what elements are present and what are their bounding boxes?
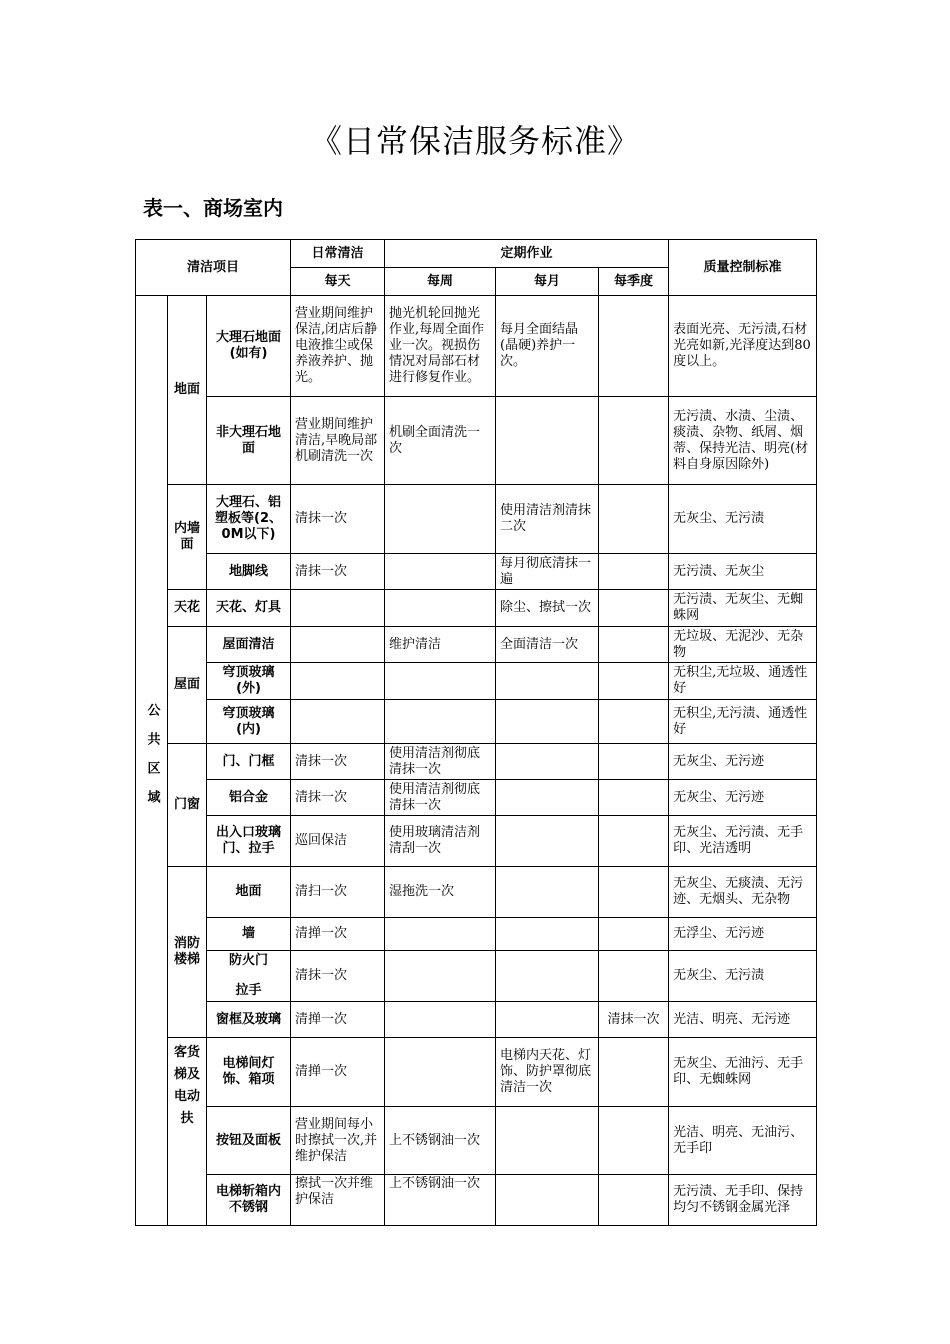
header-every-quarter: 每季度 <box>599 268 669 296</box>
quality-cell: 无灰尘、无污渍 <box>669 951 817 1002</box>
monthly-cell <box>496 780 599 816</box>
daily-cell <box>291 590 385 627</box>
monthly-cell <box>496 744 599 780</box>
monthly-cell <box>496 1107 599 1175</box>
monthly-cell <box>496 918 599 951</box>
quality-cell: 无浮尘、无污迹 <box>669 918 817 951</box>
monthly-cell <box>496 1175 599 1226</box>
page-title: 《日常保洁服务标准》 <box>309 122 640 160</box>
weekly-cell: 抛光机轮回抛光作业,每周全面作业一次。视损伤情况对局部石材进行修复作业。 <box>385 296 496 397</box>
monthly-cell <box>496 1002 599 1038</box>
table-row <box>136 397 817 485</box>
item-name: 屋面清洁 <box>207 627 291 663</box>
daily-cell <box>291 627 385 663</box>
table-row <box>136 918 817 951</box>
daily-cell: 清抹一次 <box>291 951 385 1002</box>
daily-cell: 清抹一次 <box>291 485 385 554</box>
quarterly-cell <box>599 780 669 816</box>
daily-cell: 巡回保洁 <box>291 816 385 867</box>
monthly-cell: 电梯内天花、灯饰、防护罩彻底清洁一次 <box>496 1038 599 1107</box>
header-every-month: 每月 <box>496 268 599 296</box>
daily-cell: 营业期间每小时擦拭一次,并维护保洁 <box>291 1107 385 1175</box>
weekly-cell: 上不锈钢油一次 <box>385 1107 496 1175</box>
table-row <box>136 1002 817 1038</box>
quarterly-cell <box>599 816 669 867</box>
quality-cell: 无积尘,无污渍、通透性好 <box>669 700 817 744</box>
group-floor: 地面 <box>168 296 207 485</box>
group-ceiling: 天花 <box>168 590 207 627</box>
monthly-cell <box>496 700 599 744</box>
weekly-cell: 使用玻璃清洁剂清刮一次 <box>385 816 496 867</box>
daily-cell: 营业期间维护清洁,早晚局部机刷清洗一次 <box>291 397 385 485</box>
quality-cell: 无灰尘、无污迹 <box>669 780 817 816</box>
quality-cell: 光洁、明亮、无污迹 <box>669 1002 817 1038</box>
quality-cell: 无污渍、无灰尘、无蜘蛛网 <box>669 590 817 627</box>
header-every-week: 每周 <box>385 268 496 296</box>
quality-cell: 无灰尘、无污渍、无手印、光洁透明 <box>669 816 817 867</box>
item-name-line2: 拉手 <box>235 983 262 998</box>
weekly-cell: 维护清洁 <box>385 627 496 663</box>
daily-cell: 清抹一次 <box>291 780 385 816</box>
table-row <box>136 485 817 554</box>
quality-cell: 无垃圾、无泥沙、无杂物 <box>669 627 817 663</box>
quarterly-cell <box>599 663 669 700</box>
quality-cell: 光洁、明亮、无油污、无手印 <box>669 1107 817 1175</box>
table-row <box>136 554 817 590</box>
daily-cell: 清抹一次 <box>291 554 385 590</box>
table-row <box>136 296 817 397</box>
monthly-cell <box>496 951 599 1002</box>
group-roof: 屋面 <box>168 627 207 744</box>
item-name: 墙 <box>207 918 291 951</box>
weekly-cell <box>385 1002 496 1038</box>
item-name: 窗框及玻璃 <box>207 1002 291 1038</box>
monthly-cell: 每月彻底清抹一遍 <box>496 554 599 590</box>
item-name: 穹顶玻璃(外) <box>207 663 291 700</box>
weekly-cell <box>385 700 496 744</box>
item-name: 电梯斩箱内不锈钢 <box>207 1175 291 1226</box>
monthly-cell: 全面清洁一次 <box>496 627 599 663</box>
weekly-cell: 使用清洁剂彻底清抹一次 <box>385 780 496 816</box>
table-row <box>136 1107 817 1175</box>
item-name: 大理石、铝塑板等(2、0M以下) <box>207 485 291 554</box>
quality-cell: 无灰尘、无痰渍、无污迹、无烟头、无杂物 <box>669 867 817 918</box>
quality-cell: 无灰尘、无油污、无手印、无蜘蛛网 <box>669 1038 817 1107</box>
item-name: 穹顶玻璃(内) <box>207 700 291 744</box>
area-label: 公共区域 <box>136 296 168 1226</box>
header-every-day: 每天 <box>291 268 385 296</box>
daily-cell: 清掸一次 <box>291 1002 385 1038</box>
item-name: 电梯间灯饰、箱项 <box>207 1038 291 1107</box>
quarterly-cell <box>599 296 669 397</box>
daily-cell: 清掸一次 <box>291 918 385 951</box>
quality-cell: 无积尘,无垃圾、通透性好 <box>669 663 817 700</box>
quarterly-cell <box>599 1175 669 1226</box>
quality-cell: 无灰尘、无污迹 <box>669 744 817 780</box>
quarterly-cell <box>599 397 669 485</box>
monthly-cell: 除尘、擦拭一次 <box>496 590 599 627</box>
item-name: 地脚线 <box>207 554 291 590</box>
weekly-cell: 机刷全面清洗一次 <box>385 397 496 485</box>
weekly-cell <box>385 951 496 1002</box>
quality-cell: 无污渍、水渍、尘渍、痰渍、杂物、纸屑、烟蒂、保持光洁、明亮(材料自身原因除外) <box>669 397 817 485</box>
header-cleaning-item: 清洁项目 <box>136 240 291 296</box>
weekly-cell <box>385 590 496 627</box>
header-quality-standard: 质量控制标准 <box>669 240 817 296</box>
quarterly-cell <box>599 1107 669 1175</box>
monthly-cell <box>496 867 599 918</box>
weekly-cell: 上不锈钢油一次 <box>385 1175 496 1226</box>
weekly-cell: 湿拖洗一次 <box>385 867 496 918</box>
table-row <box>136 1175 817 1226</box>
quarterly-cell <box>599 700 669 744</box>
item-name: 门、门框 <box>207 744 291 780</box>
monthly-cell <box>496 663 599 700</box>
monthly-cell <box>496 397 599 485</box>
weekly-cell <box>385 485 496 554</box>
table-row <box>136 780 817 816</box>
monthly-cell: 每月全面结晶(晶硬)养护一次。 <box>496 296 599 397</box>
item-name: 出入口玻璃门、拉手 <box>207 816 291 867</box>
quarterly-cell: 清抹一次 <box>599 1002 669 1038</box>
daily-cell: 营业期间维护保洁,闭店后静电液推尘或保养液养护、抛光。 <box>291 296 385 397</box>
quality-cell: 无灰尘、无污渍 <box>669 485 817 554</box>
quality-cell: 无污渍、无手印、保持均匀不锈钢金属光泽 <box>669 1175 817 1226</box>
table-row <box>136 951 817 1002</box>
daily-cell: 清扫一次 <box>291 867 385 918</box>
weekly-cell: 使用清洁剂彻底清抹一次 <box>385 744 496 780</box>
table-row <box>136 590 817 627</box>
daily-cell: 擦拭一次并维护保洁 <box>291 1175 385 1226</box>
table-row <box>136 816 817 867</box>
quarterly-cell <box>599 951 669 1002</box>
daily-cell: 清掸一次 <box>291 1038 385 1107</box>
item-name <box>207 951 291 1002</box>
quarterly-cell <box>599 744 669 780</box>
weekly-cell <box>385 918 496 951</box>
quarterly-cell <box>599 554 669 590</box>
quality-cell: 表面光亮、无污渍,石材光亮如新,光泽度达到80度以上。 <box>669 296 817 397</box>
quality-cell: 无污渍、无灰尘 <box>669 554 817 590</box>
table-row <box>136 867 817 918</box>
weekly-cell <box>385 663 496 700</box>
cleaning-standard-table <box>135 239 817 1226</box>
item-name: 铝合金 <box>207 780 291 816</box>
item-name-line1: 防火门 <box>229 953 269 968</box>
table-row <box>136 1038 817 1107</box>
quarterly-cell <box>599 627 669 663</box>
header-daily-cleaning: 日常清洁 <box>291 240 385 268</box>
table-row <box>136 663 817 700</box>
table-row <box>136 700 817 744</box>
group-door-window: 门窗 <box>168 744 207 867</box>
daily-cell <box>291 663 385 700</box>
table-row <box>136 744 817 780</box>
table-row <box>136 627 817 663</box>
weekly-cell <box>385 1038 496 1107</box>
item-name: 地面 <box>207 867 291 918</box>
item-name: 按钮及面板 <box>207 1107 291 1175</box>
header-periodic-work: 定期作业 <box>385 240 669 268</box>
quarterly-cell <box>599 918 669 951</box>
group-elevators: 客货梯及电动扶 <box>168 1038 207 1226</box>
quarterly-cell <box>599 485 669 554</box>
quarterly-cell <box>599 867 669 918</box>
header-row-1 <box>136 240 817 268</box>
item-name: 非大理石地面 <box>207 397 291 485</box>
item-name: 大理石地面(如有) <box>207 296 291 397</box>
group-inner-wall: 内墙面 <box>168 485 207 590</box>
daily-cell: 清抹一次 <box>291 744 385 780</box>
monthly-cell: 使用清洁剂清抹二次 <box>496 485 599 554</box>
daily-cell <box>291 700 385 744</box>
monthly-cell <box>496 816 599 867</box>
quarterly-cell <box>599 1038 669 1107</box>
item-name: 天花、灯具 <box>207 590 291 627</box>
section-subtitle: 表一、商场室内 <box>143 196 283 220</box>
group-fire-stairs: 消防楼梯 <box>168 867 207 1038</box>
quarterly-cell <box>599 590 669 627</box>
weekly-cell <box>385 554 496 590</box>
